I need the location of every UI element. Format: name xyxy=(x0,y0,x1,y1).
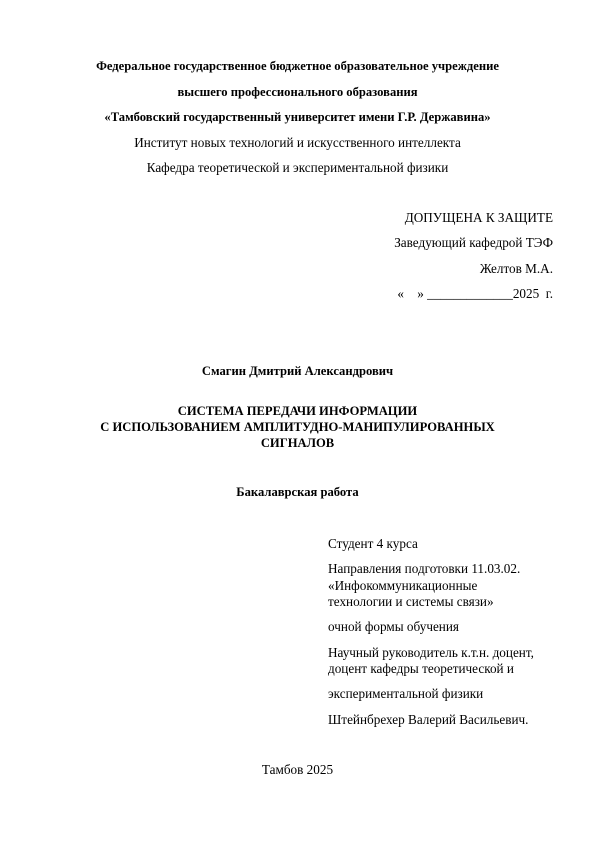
supervisor-line-3: экспериментальной физики xyxy=(328,686,484,701)
work-title-line-1: СИСТЕМА ПЕРЕДАЧИ ИНФОРМАЦИИ xyxy=(177,404,418,418)
work-title-line-3: СИГНАЛОВ xyxy=(260,436,335,450)
header-line-1: Федеральное государственное бюджетное образовательное учреждение xyxy=(96,59,499,73)
work-type: Бакалаврская работа xyxy=(236,485,359,499)
student-direction-line-3: технологии и системы связи» xyxy=(328,594,494,609)
supervisor-line-2: доцент кафедры теоретической и xyxy=(328,661,514,676)
student-direction-line-2: «Инфокоммуникационные xyxy=(328,578,478,593)
approval-title: ДОПУЩЕНА К ЗАЩИТЕ xyxy=(404,210,553,225)
student-direction-line-1: Направления подготовки 11.03.02. xyxy=(328,561,521,576)
footer-city-year: Тамбов 2025 xyxy=(261,762,334,777)
work-title-line-2: С ИСПОЛЬЗОВАНИЕМ АМПЛИТУДНО-МАНИПУЛИРОВАННЫХ xyxy=(100,420,495,434)
supervisor-line-1: Научный руководитель к.т.н. доцент, xyxy=(328,645,534,660)
header-line-3: «Тамбовский государственный университет имени Г.Р. Державина» xyxy=(104,110,491,124)
approval-position: Заведующий кафедрой ТЭФ xyxy=(394,235,553,250)
header-line-4: Институт новых технологий и искусственного интеллекта xyxy=(134,135,461,150)
header-line-2: высшего профессионального образования xyxy=(177,85,418,99)
author-name: Смагин Дмитрий Александрович xyxy=(201,364,394,378)
student-study-form: очной формы обучения xyxy=(328,619,459,634)
approval-date: « » _____________2025 г. xyxy=(397,286,553,301)
approval-name: Желтов М.А. xyxy=(479,261,553,276)
header-line-5: Кафедра теоретической и экспериментальной физики xyxy=(146,160,449,175)
supervisor-name: Штейнбрехер Валерий Васильевич. xyxy=(328,712,529,727)
student-course: Студент 4 курса xyxy=(328,536,418,551)
